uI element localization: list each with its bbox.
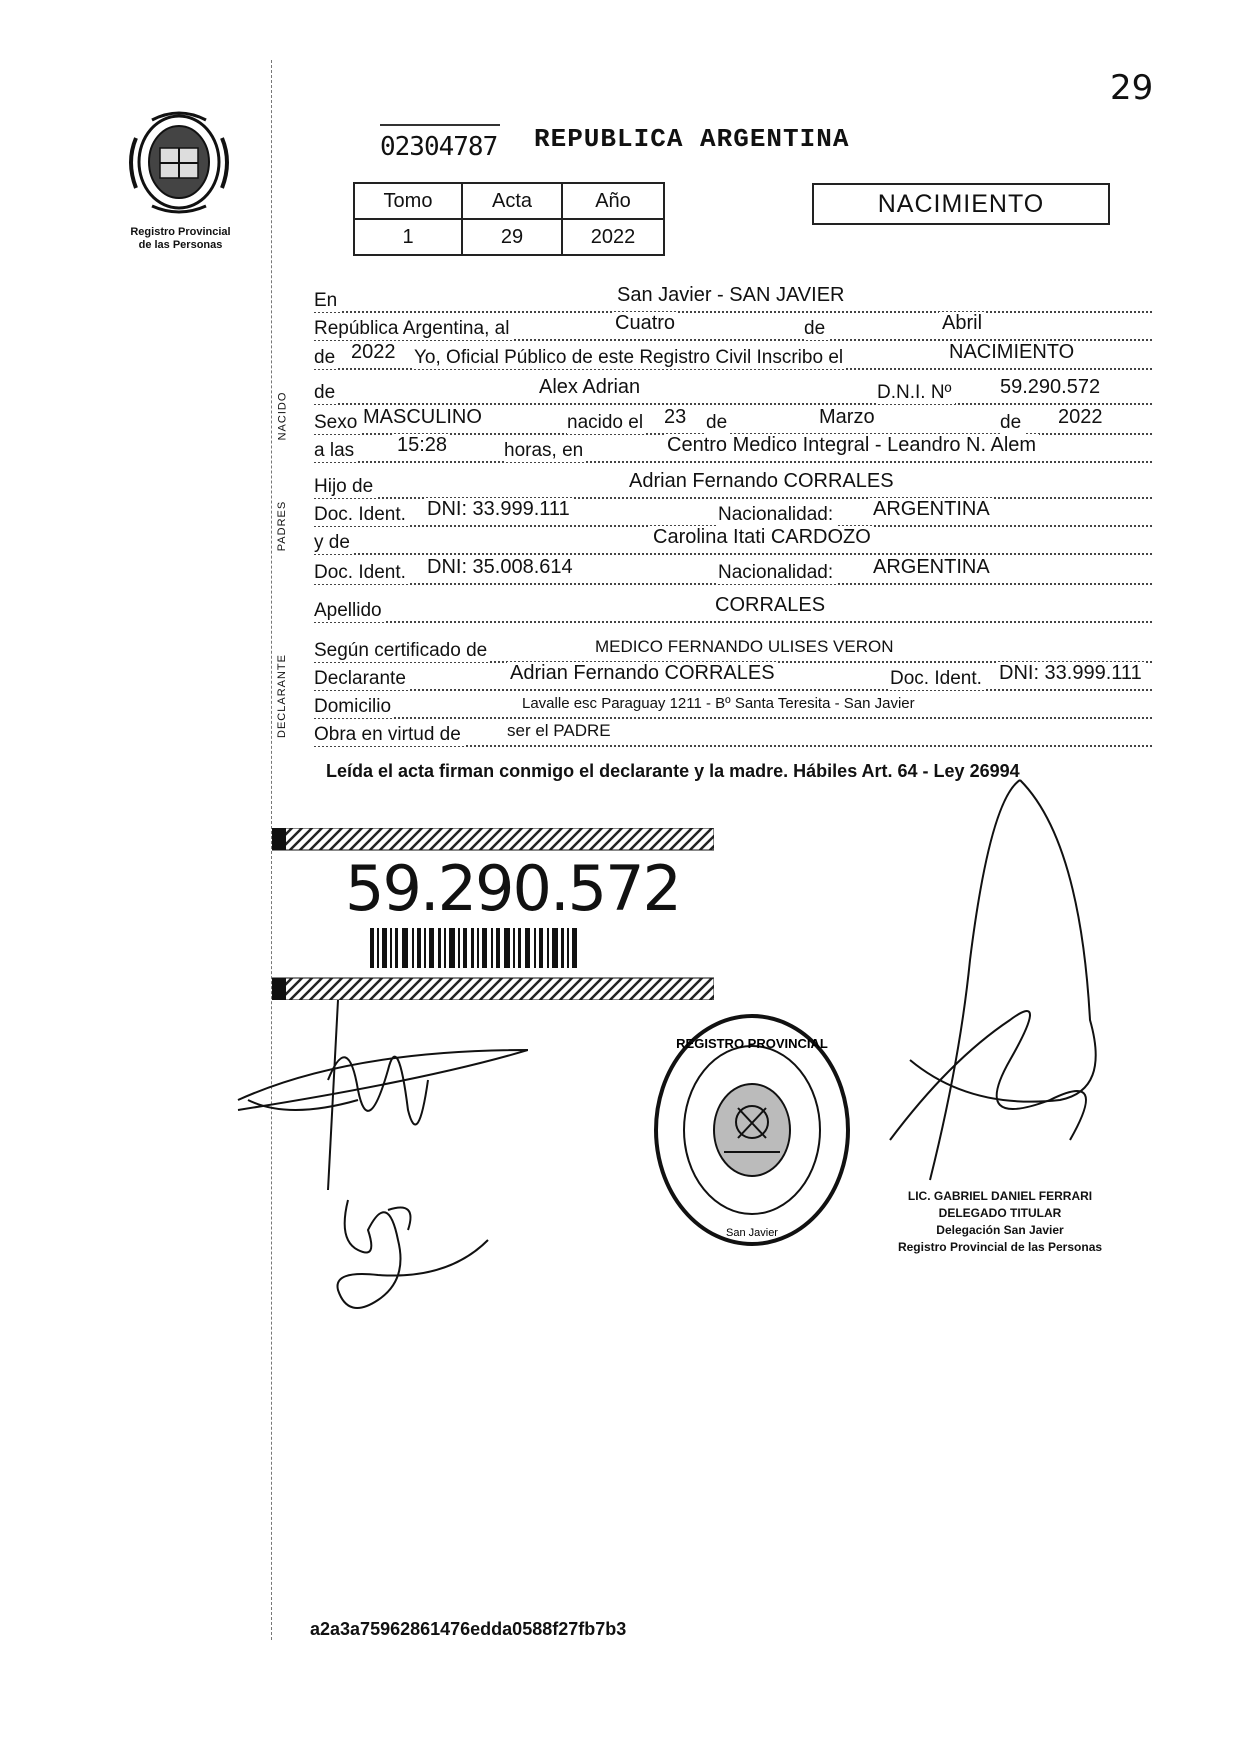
label-dni: D.N.I. Nº [877,382,955,404]
value-address: Lavalle esc Paraguay 1211 - Bº Santa Teresita - San Javier [519,695,918,712]
section-label-nacido: NACIDO [276,391,289,441]
signer-block [870,1188,1130,1256]
row-child-name [314,378,1152,408]
page-number: 29 [1110,68,1154,108]
table-value-tomo: 1 [354,219,462,255]
value-father-nationality: ARGENTINA [870,498,993,521]
value-month-text: Abril [939,312,985,335]
mother-signature [318,1180,518,1330]
value-declarant-doc: DNI: 33.999.111 [996,662,1145,685]
signer-registry: Registro Provincial de las Personas [897,1240,1103,1254]
certificate-type-box: NACIMIENTO [812,183,1110,225]
row-declarant [314,664,1152,694]
row-birth-time-place [314,436,1152,466]
label-declarant-doc: Doc. Ident. [890,668,985,690]
value-birth-time: 15:28 [394,434,450,457]
value-father-name: Adrian Fernando CORRALES [626,470,897,493]
value-birth-place: Centro Medico Integral - Leandro N. Alem [664,434,1039,457]
label-inscribo: Yo, Oficial Público de este Registro Civil Inscribo el [414,347,846,369]
signer-name: LIC. GABRIEL DANIEL FERRARI [907,1189,1093,1203]
row-address [314,692,1152,722]
value-father-doc: DNI: 33.999.111 [424,498,573,521]
serial-overline [380,124,500,126]
label-sexo: Sexo [314,412,360,434]
value-place: San Javier - SAN JAVIER [614,284,847,307]
logo-caption-line1: Registro Provincial [130,226,231,238]
value-sex: MASCULINO [360,406,485,429]
table-header-anio: Año [562,183,664,219]
logo-caption-line2: de las Personas [138,239,223,251]
certificate-serial: 02304787 [380,132,498,162]
value-certificate-by: MEDICO FERNANDO ULISES VERON [592,637,897,657]
value-declarant-name: Adrian Fernando CORRALES [507,662,778,685]
value-day-text: Cuatro [612,312,678,335]
label-mother-nationality: Nacionalidad: [718,562,836,584]
barcode-icon [370,928,577,968]
svg-text:San Javier: San Javier [726,1227,778,1239]
value-child-name: Alex Adrian [536,376,643,399]
row-year-event [314,343,1152,373]
value-child-dni: 59.290.572 [997,376,1103,399]
label-declarante: Declarante [314,668,409,690]
svg-text:REGISTRO PROVINCIAL: REGISTRO PROVINCIAL [676,1036,828,1051]
label-father-doc: Doc. Ident. [314,504,409,526]
label-a-las: a las [314,440,357,462]
label-de-name: de [314,382,338,404]
table-value-acta: 29 [462,219,562,255]
value-capacity: ser el PADRE [504,721,614,741]
value-mother-doc: DNI: 35.008.614 [424,556,576,579]
value-mother-name: Carolina Itati CARDOZO [650,526,874,549]
value-birth-month: Marzo [816,406,878,429]
label-republica: República Argentina, al [314,318,512,340]
value-event: NACIMIENTO [946,341,1077,364]
row-date-inscription [314,314,1152,344]
value-year: 2022 [348,341,399,364]
label-father-nationality: Nacionalidad: [718,504,836,526]
label-de: de [804,318,828,340]
dni-strip-number: 59.290.572 [345,852,680,925]
label-domicilio: Domicilio [314,696,394,718]
label-birth-de2: de [1000,412,1024,434]
label-nacido-el: nacido el [567,412,646,434]
value-birth-year: 2022 [1055,406,1106,429]
official-seal-icon [652,1012,852,1248]
label-en: En [314,290,340,312]
country-title: REPUBLICA ARGENTINA [534,124,850,154]
closing-statement: Leída el acta firman conmigo el declarante y la madre. Hábiles Art. 64 - Ley 26994 [326,761,1020,781]
section-label-padres: PADRES [276,500,289,552]
row-en [314,286,1152,316]
label-year-prefix: de [314,347,338,369]
label-y-de: y de [314,532,353,554]
table-header-tomo: Tomo [354,183,462,219]
label-horas: horas, en [504,440,586,462]
row-mother-name [314,528,1152,558]
document-hash: a2a3a75962861476edda0588f27fb7b3 [310,1619,627,1639]
signer-title: DELEGADO TITULAR [938,1206,1062,1220]
value-mother-nationality: ARGENTINA [870,556,993,579]
registry-table [353,182,665,256]
row-mother-doc [314,558,1152,588]
logo-caption [108,226,253,252]
label-obra: Obra en virtud de [314,724,464,746]
value-birth-day: 23 [661,406,689,429]
official-signature [850,760,1150,1220]
section-label-declarante: DECLARANTE [275,654,288,738]
table-header-acta: Acta [462,183,562,219]
label-hijo-de: Hijo de [314,476,376,498]
provincial-registry-emblem-icon [122,108,236,216]
value-surname: CORRALES [712,594,828,617]
table-value-anio: 2022 [562,219,664,255]
label-apellido: Apellido [314,600,385,622]
signer-office: Delegación San Javier [936,1223,1064,1237]
label-segun: Según certificado de [314,640,490,662]
label-birth-de: de [706,412,730,434]
label-mother-doc: Doc. Ident. [314,562,409,584]
row-surname [314,596,1152,626]
row-capacity [314,720,1152,750]
